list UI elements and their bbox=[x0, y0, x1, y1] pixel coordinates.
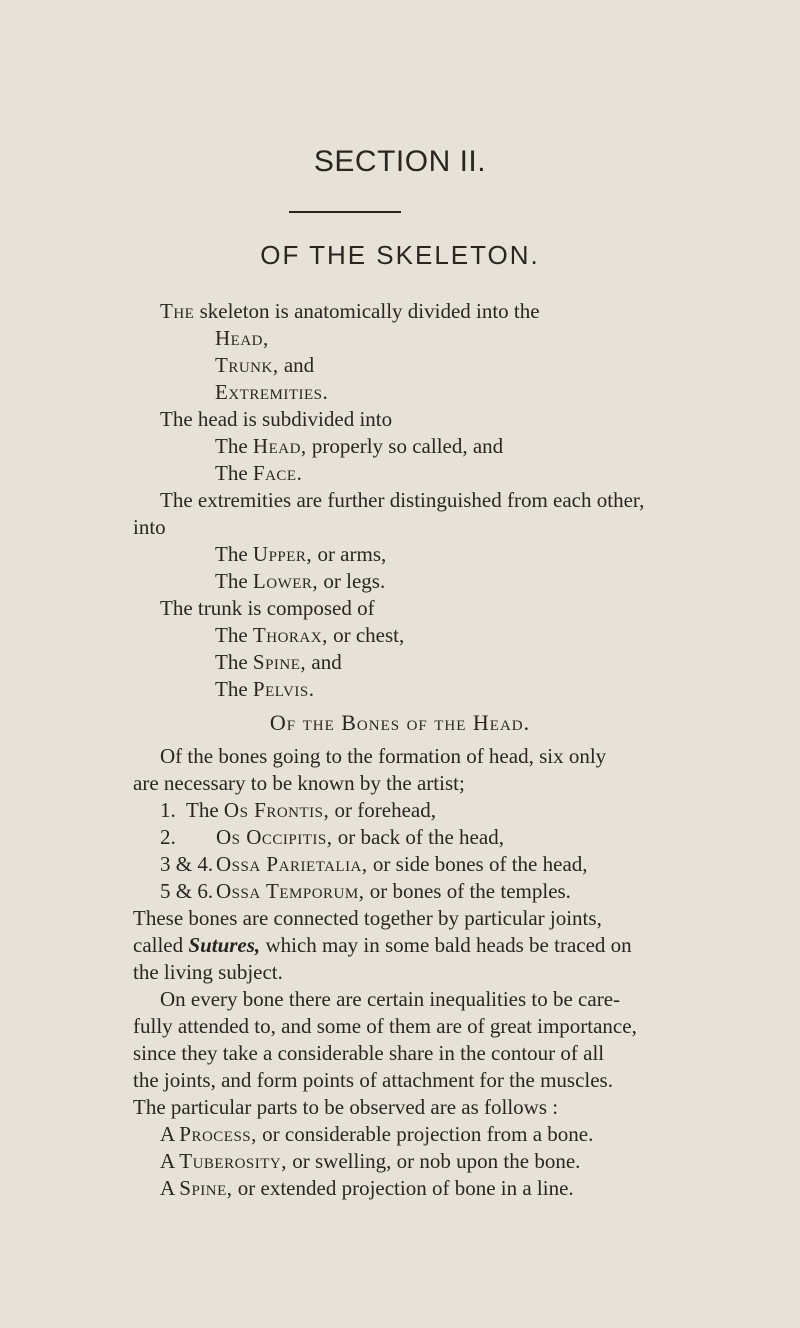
extremities-line1: The extremities are further distinguished from each other, bbox=[160, 488, 645, 512]
head-proper: The Head, properly so called, and bbox=[215, 434, 504, 458]
head-sub-intro: The head is subdivided into bbox=[160, 407, 393, 431]
bone-item-2: 2. Os Occipitis, or back of the head, bbox=[160, 825, 504, 849]
spine-item: The Spine, and bbox=[215, 650, 342, 674]
thorax-item: The Thorax, or chest, bbox=[215, 623, 405, 647]
spine-def: A Spine, or extended projection of bone in a line. bbox=[160, 1176, 574, 1200]
inequalities-line3: since they take a considerable share in the contour of all bbox=[133, 1041, 605, 1065]
bones-intro-line1: Of the bones going to the formation of head, six only bbox=[160, 744, 607, 768]
bones-intro-line2: are necessary to be known by the artist; bbox=[133, 771, 465, 795]
section-title: SECTION II. bbox=[313, 145, 487, 178]
inequalities-line4: the joints, and form points of attachment for the muscles. bbox=[133, 1068, 613, 1092]
intro-lead: The bbox=[160, 299, 195, 323]
sutures-line1: These bones are connected together by particular joints, bbox=[133, 906, 602, 930]
sutures-line2: called Sutures, which may in some bald heads be traced on bbox=[133, 933, 632, 957]
process-def: A Process, or considerable projection from a bone. bbox=[160, 1122, 594, 1146]
intro-rest: skeleton is anatomically divided into the bbox=[194, 299, 540, 323]
division-trunk: Trunk, and bbox=[215, 353, 315, 377]
inequalities-line1: On every bone there are certain inequalities to be care- bbox=[160, 987, 621, 1011]
chapter-title: OF THE SKELETON. bbox=[260, 240, 540, 270]
division-extremities: Extremities. bbox=[215, 380, 329, 404]
sutures-line3: the living subject. bbox=[133, 960, 283, 984]
intro-line bbox=[160, 299, 540, 323]
lower-item: The Lower, or legs. bbox=[215, 569, 386, 593]
pelvis-item: The Pelvis. bbox=[215, 677, 315, 701]
extremities-line2: into bbox=[133, 515, 166, 539]
title-rule bbox=[289, 211, 401, 213]
inequalities-line5: The particular parts to be observed are as follows : bbox=[133, 1095, 559, 1119]
face-item: The Face. bbox=[215, 461, 303, 485]
bone-item-1: 1. The Os Frontis, or forehead, bbox=[160, 798, 436, 822]
tuberosity-def: A Tuberosity, or swelling, or nob upon the bone. bbox=[160, 1149, 581, 1173]
division-head: Head, bbox=[215, 326, 269, 350]
trunk-intro: The trunk is composed of bbox=[160, 596, 375, 620]
upper-item: The Upper, or arms, bbox=[215, 542, 387, 566]
bone-item-4: 5 & 6. Ossa Temporum, or bones of the temples. bbox=[160, 879, 571, 903]
bones-heading: Of the Bones of the Head. bbox=[269, 710, 531, 735]
bone-item-3: 3 & 4. Ossa Parietalia, or side bones of the head, bbox=[160, 852, 588, 876]
inequalities-line2: fully attended to, and some of them are of great importance, bbox=[133, 1014, 637, 1038]
